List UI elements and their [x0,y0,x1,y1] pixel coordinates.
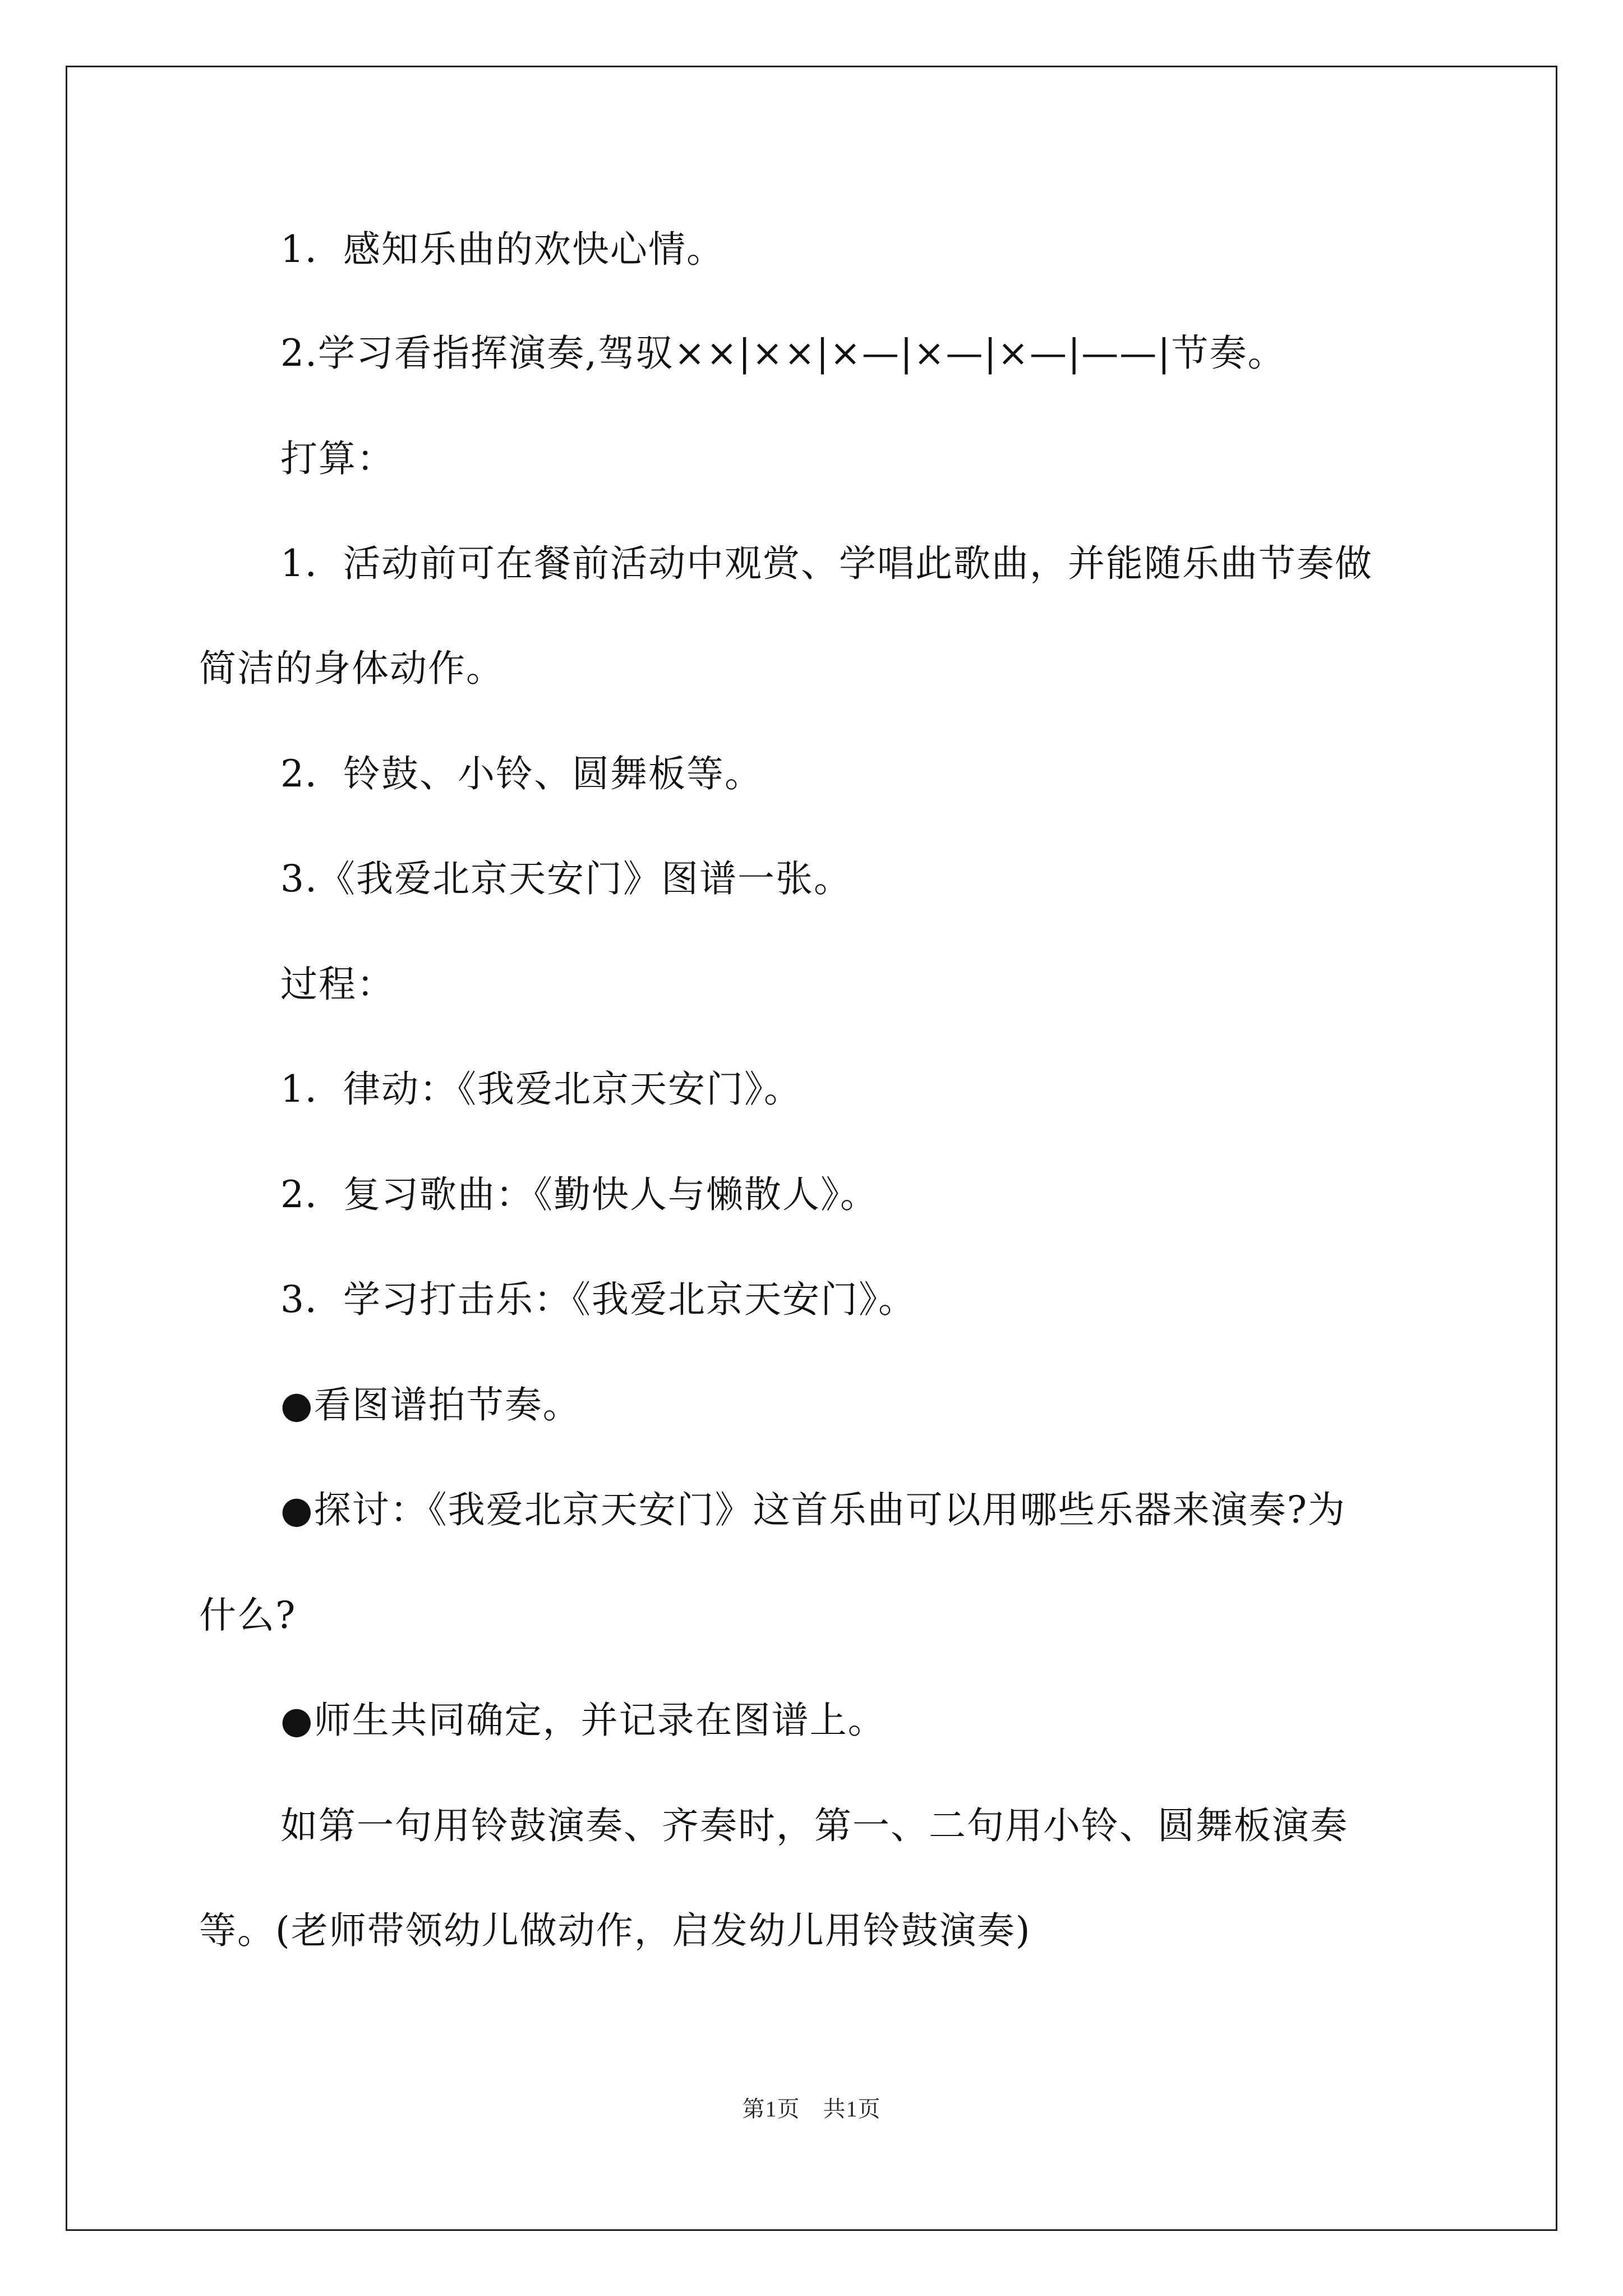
paragraph-example-cont: 等。(老师带领幼儿做动作，启发幼儿用铃鼓演奏) [199,1909,1031,1952]
heading-preparation: 打算： [280,437,395,480]
paragraph-prep-1: 1．活动前可在餐前活动中观赏、学唱此歌曲，并能随乐曲节奏做 [280,542,1373,585]
bullet-discussion: ●探讨：《我爱北京天安门》这首乐曲可以用哪些乐器来演奏?为 [280,1488,1346,1531]
paragraph-prep-1-cont: 简洁的身体动作。 [199,647,504,690]
paragraph-example: 如第一句用铃鼓演奏、齐奏时，第一、二句用小铃、圆舞板演奏 [280,1804,1348,1847]
paragraph-prep-2: 2．铃鼓、小铃、圆舞板等。 [280,752,763,795]
paragraph-goal-2: 2.学习看指挥演奏,驾驭××|××|×—|×—|×—|——|节奏。 [280,332,1286,375]
bullet-record: ●师生共同确定，并记录在图谱上。 [280,1699,886,1742]
paragraph-goal-1: 1．感知乐曲的欢快心情。 [280,228,725,271]
paragraph-process-1: 1．律动：《我爱北京天安门》。 [280,1068,802,1111]
heading-process: 过程： [280,963,395,1006]
paragraph-prep-3: 3.《我爱北京天安门》图谱一张。 [280,857,852,900]
paragraph-process-3: 3．学习打击乐：《我爱北京天安门》。 [280,1278,916,1321]
page-border [66,66,1557,2231]
paragraph-process-2: 2．复习歌曲：《勤快人与懒散人》。 [280,1173,878,1216]
page-footer: 第1页 共1页 [742,2096,881,2122]
bullet-rhythm: ●看图谱拍节奏。 [280,1383,581,1427]
bullet-discussion-cont: 什么? [199,1594,297,1637]
